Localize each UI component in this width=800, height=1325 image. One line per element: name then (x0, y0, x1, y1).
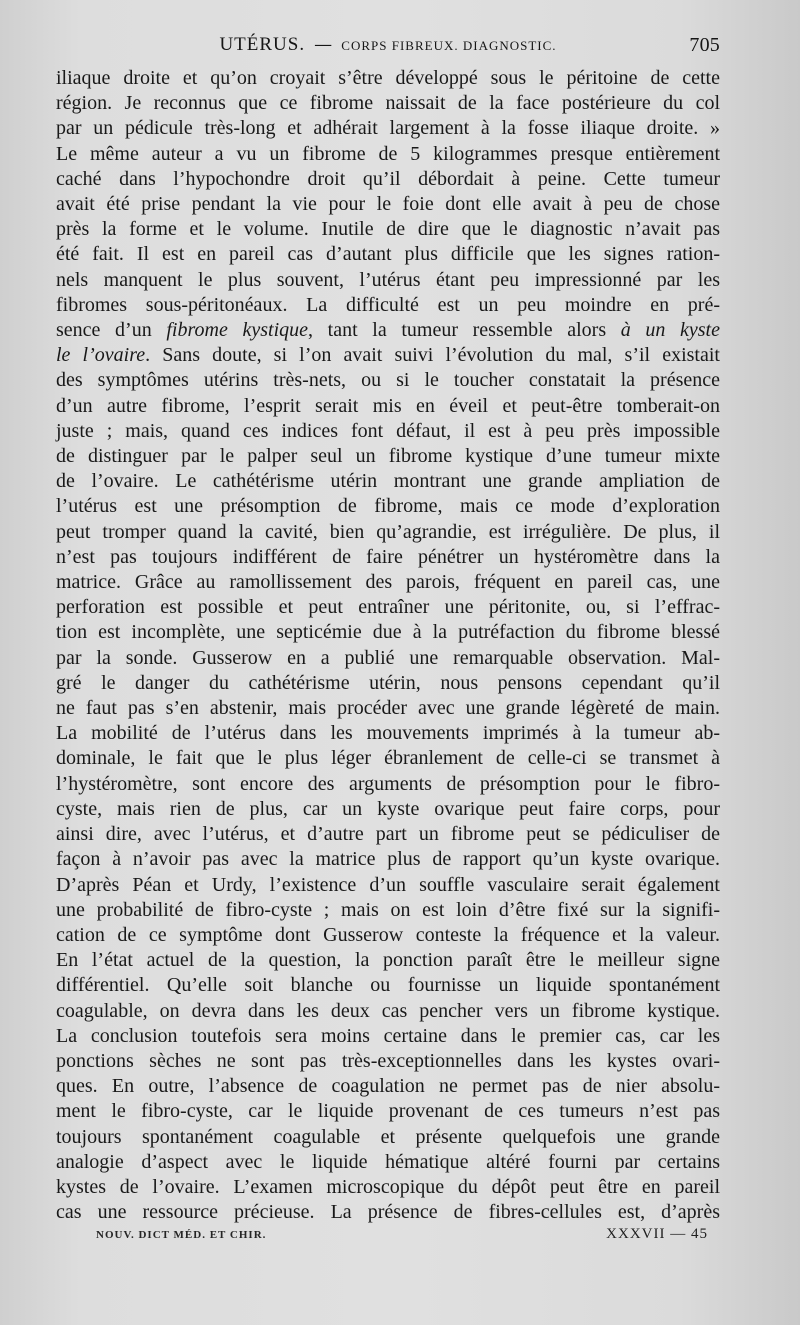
text-fragment: . Sans doute, si l’on avait suivi l’évolution du mal, s’il existait (145, 344, 720, 367)
text-line: façon à n’avoir pas avec la matrice plus de rapport qu’un kyste ovarique. (56, 848, 720, 871)
text-line-with-italics (56, 318, 720, 343)
text-line: cas une ressource précieuse. La présence de fibres-cellules est, d’après (56, 1201, 720, 1224)
text-line-with-italics (56, 343, 720, 368)
text-line: matrice. Grâce au ramollissement des parois, fréquent en pareil cas, une (56, 571, 720, 594)
text-line: près la forme et le volume. Inutile de dire que le diagnostic n’avait pas (56, 218, 720, 241)
text-line: La conclusion toutefois sera moins certaine dans le premier cas, car les (56, 1024, 720, 1047)
text-line: iliaque droite et qu’on croyait s’être développé sous le péritoine de cette (56, 67, 720, 89)
text-line: de distinguer par le palper seul un fibrome kystique d’une tumeur mixte (56, 445, 720, 468)
text-line: dominale, le fait que le plus léger ébranlement de celle-ci se transmet à (56, 747, 720, 770)
text-line: cation de ce symptôme dont Gusserow conteste la fréquence et la valeur. (56, 923, 720, 946)
text-line: gré le danger du cathétérisme utérin, nous pensons cependant qu’il (56, 671, 720, 694)
body-text (56, 66, 720, 1225)
text-line: par un pédicule très-long et adhérait largement à la fosse iliaque droite. » (56, 117, 720, 140)
text-line: l’utérus est une présomption de fibrome, mais ce mode d’exploration (56, 495, 720, 518)
running-head-subtitle: CORPS FIBREUX. DIAGNOSTIC. (341, 38, 557, 53)
italic-term-kyste: à un kyste (620, 319, 720, 342)
text-line: ponctions sèches ne sont pas très-exceptionnelles dans les kystes ovari- (56, 1049, 720, 1072)
text-line: peut tromper quand la cavité, bien qu’agrandie, est irrégulière. De plus, il (56, 520, 720, 543)
italic-term-ovaire: le l’ovaire (56, 344, 146, 367)
italic-term-fibrome-kystique: fibrome kystique (166, 319, 308, 342)
text-line: région. Je reconnus que ce fibrome naissait de la face postérieure du col (56, 92, 720, 115)
text-line: n’est pas toujours indifférent de faire pénétrer un hystéromètre dans la (56, 545, 720, 568)
text-line: analogie d’aspect avec le liquide hématique altéré fourni par certains (56, 1150, 720, 1173)
text-line: des symptômes utérins très-nets, ou si le toucher constatait la présence (56, 369, 720, 392)
page-footer (96, 1226, 708, 1248)
text-line: l’hystéromètre, sont encore des arguments de présomption pour le fibro- (56, 772, 720, 795)
text-line: En l’état actuel de la question, la ponction paraît être le meilleur signe (56, 949, 720, 972)
text-line: avait été prise pendant la vie pour le foie dont elle avait à peu de chose (56, 193, 720, 216)
running-head-dash: — (314, 34, 333, 55)
text-line: coagulable, on devra dans les deux cas pencher vers un fibrome kystique. (56, 999, 720, 1022)
text-line: une probabilité de fibro-cyste ; mais on est loin d’être fixé sur la signifi- (56, 898, 720, 921)
text-line: d’un autre fibrome, l’esprit serait mis en éveil et peut-être tomberait-on (56, 394, 720, 417)
text-line: été fait. Il est en pareil cas d’autant plus difficile que les signes ration- (56, 243, 720, 266)
text-line: La mobilité de l’utérus dans les mouvements imprimés à la tumeur ab- (56, 722, 720, 745)
text-line: de l’ovaire. Le cathétérisme utérin montrant une grande ampliation de (56, 470, 720, 493)
text-line: perforation est possible et peut entraîner une péritonite, ou, si l’effrac- (56, 596, 720, 619)
text-line: ques. En outre, l’absence de coagulation ne permet pas de nier absolu- (56, 1075, 720, 1098)
text-line: tion est incomplète, une septicémie due à la putréfaction du fibrome blessé (56, 621, 720, 644)
text-line: ment le fibro-cyste, car le liquide provenant de ces tumeurs n’est pas (56, 1100, 720, 1123)
running-head (56, 34, 720, 58)
text-line: juste ; mais, quand ces indices font défaut, il est à peu près impossible (56, 419, 720, 442)
text-line: toujours spontanément coagulable et présente quelquefois une grande (56, 1125, 720, 1148)
text-line: par la sonde. Gusserow en a publié une remarquable observation. Mal- (56, 646, 720, 669)
footer-signature: XXXVII — 45 (606, 1226, 708, 1242)
text-line: différentiel. Qu’elle soit blanche ou fournisse un liquide spontanément (56, 974, 720, 997)
text-line: D’après Péan et Urdy, l’existence d’un souffle vasculaire serait également (56, 873, 720, 896)
text-line: cyste, mais rien de plus, car un kyste ovarique peut faire corps, pour (56, 797, 720, 820)
text-line: ainsi dire, avec l’utérus, et d’autre part un fibrome peut se pédiculiser de (56, 823, 720, 846)
text-line: Le même auteur a vu un fibrome de 5 kilogrammes presque entièrement (56, 142, 720, 165)
text-fragment: sence d’un (56, 319, 167, 342)
text-line: fibromes sous-péritonéaux. La difficulté est un peu moindre en pré- (56, 293, 720, 316)
running-head-title: UTÉRUS. (219, 34, 306, 55)
text-line: kystes de l’ovaire. L’examen microscopique du dépôt peut être en pareil (56, 1175, 720, 1198)
text-line: ne faut pas s’en abstenir, mais procéder avec une grande légèreté de main. (56, 697, 720, 720)
page-number: 705 (689, 34, 720, 56)
text-line: caché dans l’hypochondre droit qu’il débordait à peine. Cette tumeur (56, 167, 720, 190)
text-fragment: , tant la tumeur ressemble alors (308, 319, 621, 342)
footer-imprint: NOUV. DICT MÉD. ET CHIR. (96, 1229, 267, 1241)
text-line: nels manquent le plus souvent, l’utérus étant peu impressionné par les (56, 268, 720, 291)
